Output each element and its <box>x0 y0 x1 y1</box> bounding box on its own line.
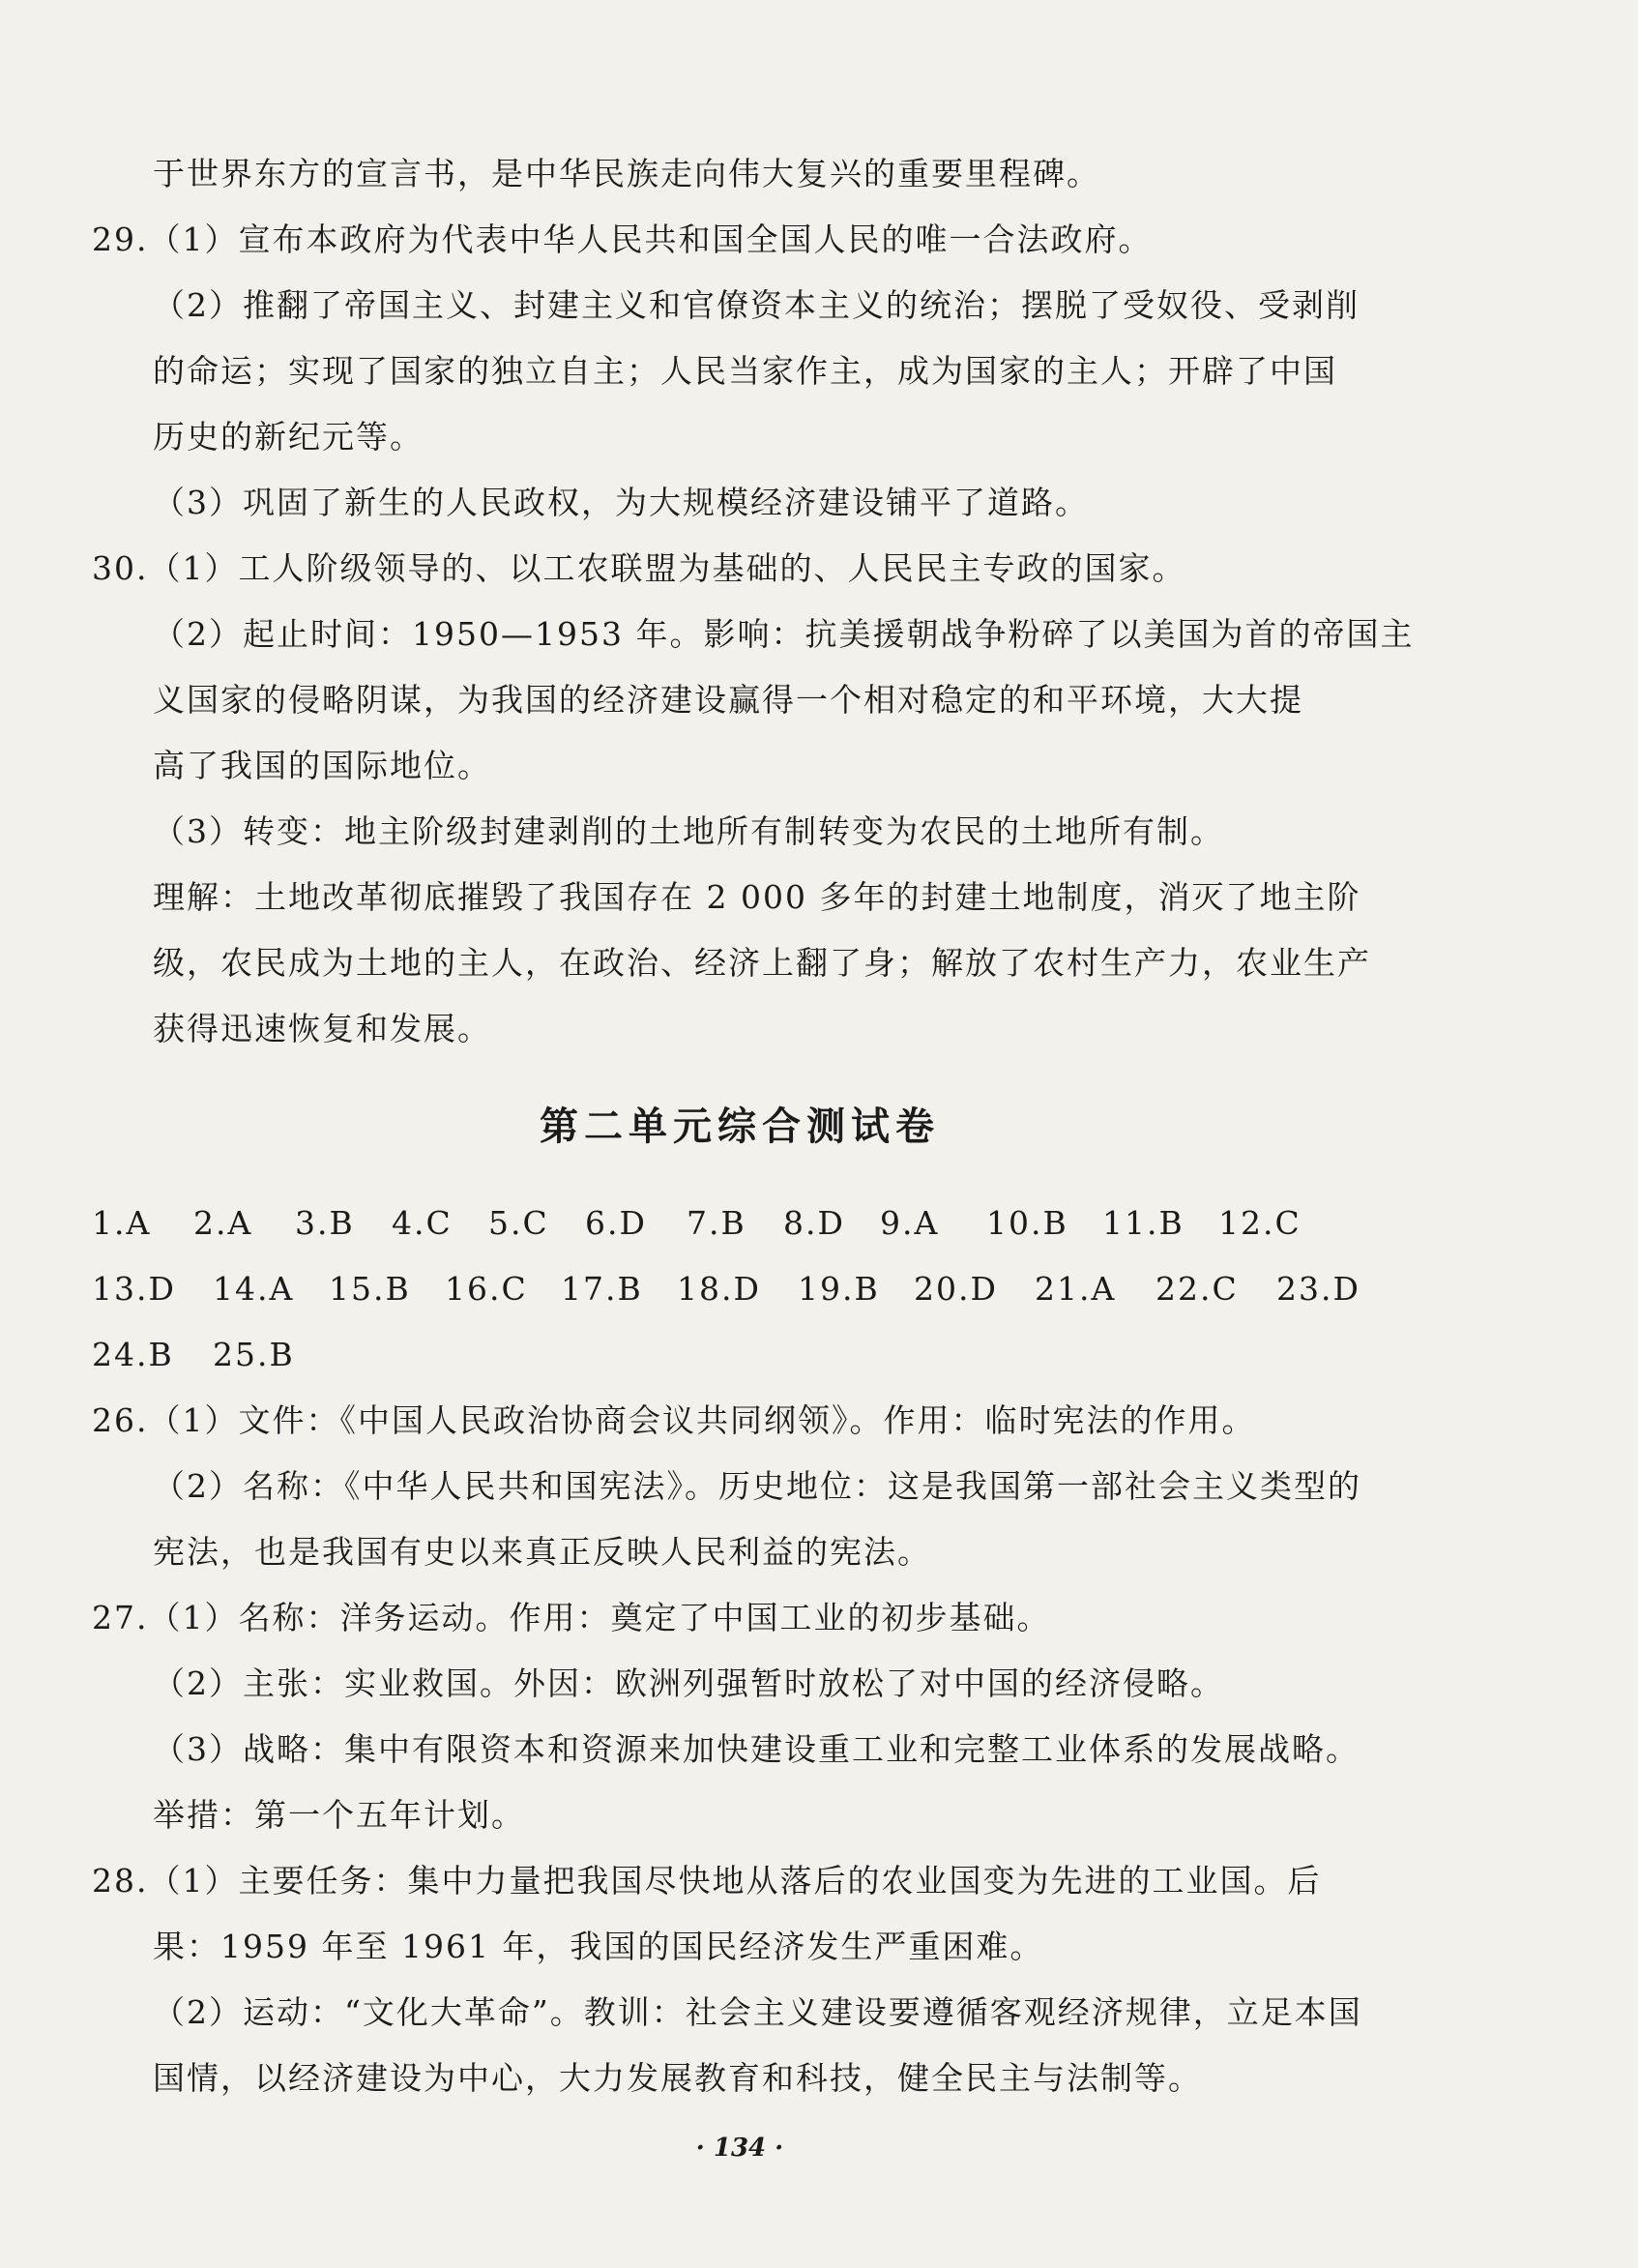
mc-answer: 10.B <box>986 1204 1068 1242</box>
text-line: 宪法，也是我国有史以来真正反映人民利益的宪法。 <box>153 1533 931 1571</box>
text-line: （3）转变：地主阶级封建剥削的土地所有制转变为农民的土地所有制。 <box>153 812 1224 850</box>
mc-answer: 6.D <box>585 1204 647 1242</box>
text-line: 28.（1）主要任务：集中力量把我国尽快地从落后的农业国变为先进的工业国。后 <box>92 1862 1322 1900</box>
mc-answer: 17.B <box>561 1270 643 1308</box>
text-line: 国情，以经济建设为中心，大力发展教育和科技，健全民主与法制等。 <box>153 2059 1202 2097</box>
mc-answer: 8.D <box>783 1204 845 1242</box>
mc-answer: 25.B <box>213 1336 295 1373</box>
section-title: 第二单元综合测试卷 <box>540 1105 940 1149</box>
text-line: 29.（1）宣布本政府为代表中华人民共和国全国人民的唯一合法政府。 <box>92 221 1153 258</box>
text-line: （3）战略：集中有限资本和资源来加快建设重工业和完整工业体系的发展战略。 <box>153 1730 1360 1768</box>
text-line: （3）巩固了新生的人民政权，为大规模经济建设铺平了道路。 <box>153 484 1089 521</box>
text-line: 级，农民成为土地的主人，在政治、经济上翻了身；解放了农村生产力，农业生产 <box>153 944 1371 982</box>
mc-answer: 13.D <box>92 1270 176 1308</box>
mc-answer: 20.D <box>914 1270 998 1308</box>
mc-answer: 24.B <box>92 1336 174 1373</box>
page-number: · 134 · <box>695 2134 784 2163</box>
text-line: 30.（1）工人阶级领导的、以工农联盟为基础的、人民民主专政的国家。 <box>92 549 1186 587</box>
text-line: 义国家的侵略阴谋，为我国的经济建设赢得一个相对稳定的和平环境，大大提 <box>153 681 1303 719</box>
text-line: 26.（1）文件：《中国人民政治协商会议共同纲领》。作用：临时宪法的作用。 <box>92 1401 1256 1439</box>
mc-answer: 23.D <box>1276 1270 1360 1308</box>
text-line: 的命运；实现了国家的独立自主；人民当家作主，成为国家的主人；开辟了中国 <box>153 352 1337 390</box>
text-line: （2）运动：“文化大革命”。教训：社会主义建设要遵循客观经济规律，立足本国 <box>153 1993 1362 2031</box>
text-line: 理解：土地改革彻底摧毁了我国存在 2 000 多年的封建土地制度，消灭了地主阶 <box>153 878 1361 916</box>
mc-answer: 7.B <box>687 1204 746 1242</box>
mc-answer: 11.B <box>1102 1204 1185 1242</box>
text-line: （2）名称：《中华人民共和国宪法》。历史地位：这是我国第一部社会主义类型的 <box>153 1467 1361 1505</box>
mc-answer: 9.A <box>880 1204 940 1242</box>
text-line: （2）主张：实业救国。外因：欧洲列强暂时放松了对中国的经济侵略。 <box>153 1664 1224 1702</box>
mc-answer: 15.B <box>329 1270 411 1308</box>
mc-answer: 1.A <box>92 1204 152 1242</box>
text-line: 27.（1）名称：洋务运动。作用：奠定了中国工业的初步基础。 <box>92 1599 1051 1636</box>
mc-answer: 12.C <box>1218 1204 1302 1242</box>
text-line: 历史的新纪元等。 <box>153 418 424 456</box>
mc-answer: 21.A <box>1035 1270 1117 1308</box>
text-line: 获得迅速恢复和发展。 <box>153 1010 491 1047</box>
mc-answer: 4.C <box>392 1204 453 1242</box>
text-line: 于世界东方的宣言书，是中华民族走向伟大复兴的重要里程碑。 <box>153 155 1100 192</box>
mc-answer: 22.C <box>1155 1270 1239 1308</box>
text-line: 高了我国的国际地位。 <box>153 747 491 784</box>
mc-answer: 16.C <box>445 1270 528 1308</box>
text-line: （2）推翻了帝国主义、封建主义和官僚资本主义的统治；摆脱了受奴役、受剥削 <box>153 286 1360 324</box>
mc-answer: 3.B <box>295 1204 355 1242</box>
mc-answer: 14.A <box>213 1270 295 1308</box>
mc-answer: 18.D <box>677 1270 761 1308</box>
mc-answer: 19.B <box>798 1270 880 1308</box>
mc-answer: 5.C <box>488 1204 549 1242</box>
text-line: （2）起止时间：1950—1953 年。影响：抗美援朝战争粉碎了以美国为首的帝国主 <box>153 615 1415 653</box>
mc-answer: 2.A <box>193 1204 253 1242</box>
text-line: 果：1959 年至 1961 年，我国的国民经济发生严重困难。 <box>153 1928 1044 1965</box>
text-line: 举措：第一个五年计划。 <box>153 1796 525 1834</box>
